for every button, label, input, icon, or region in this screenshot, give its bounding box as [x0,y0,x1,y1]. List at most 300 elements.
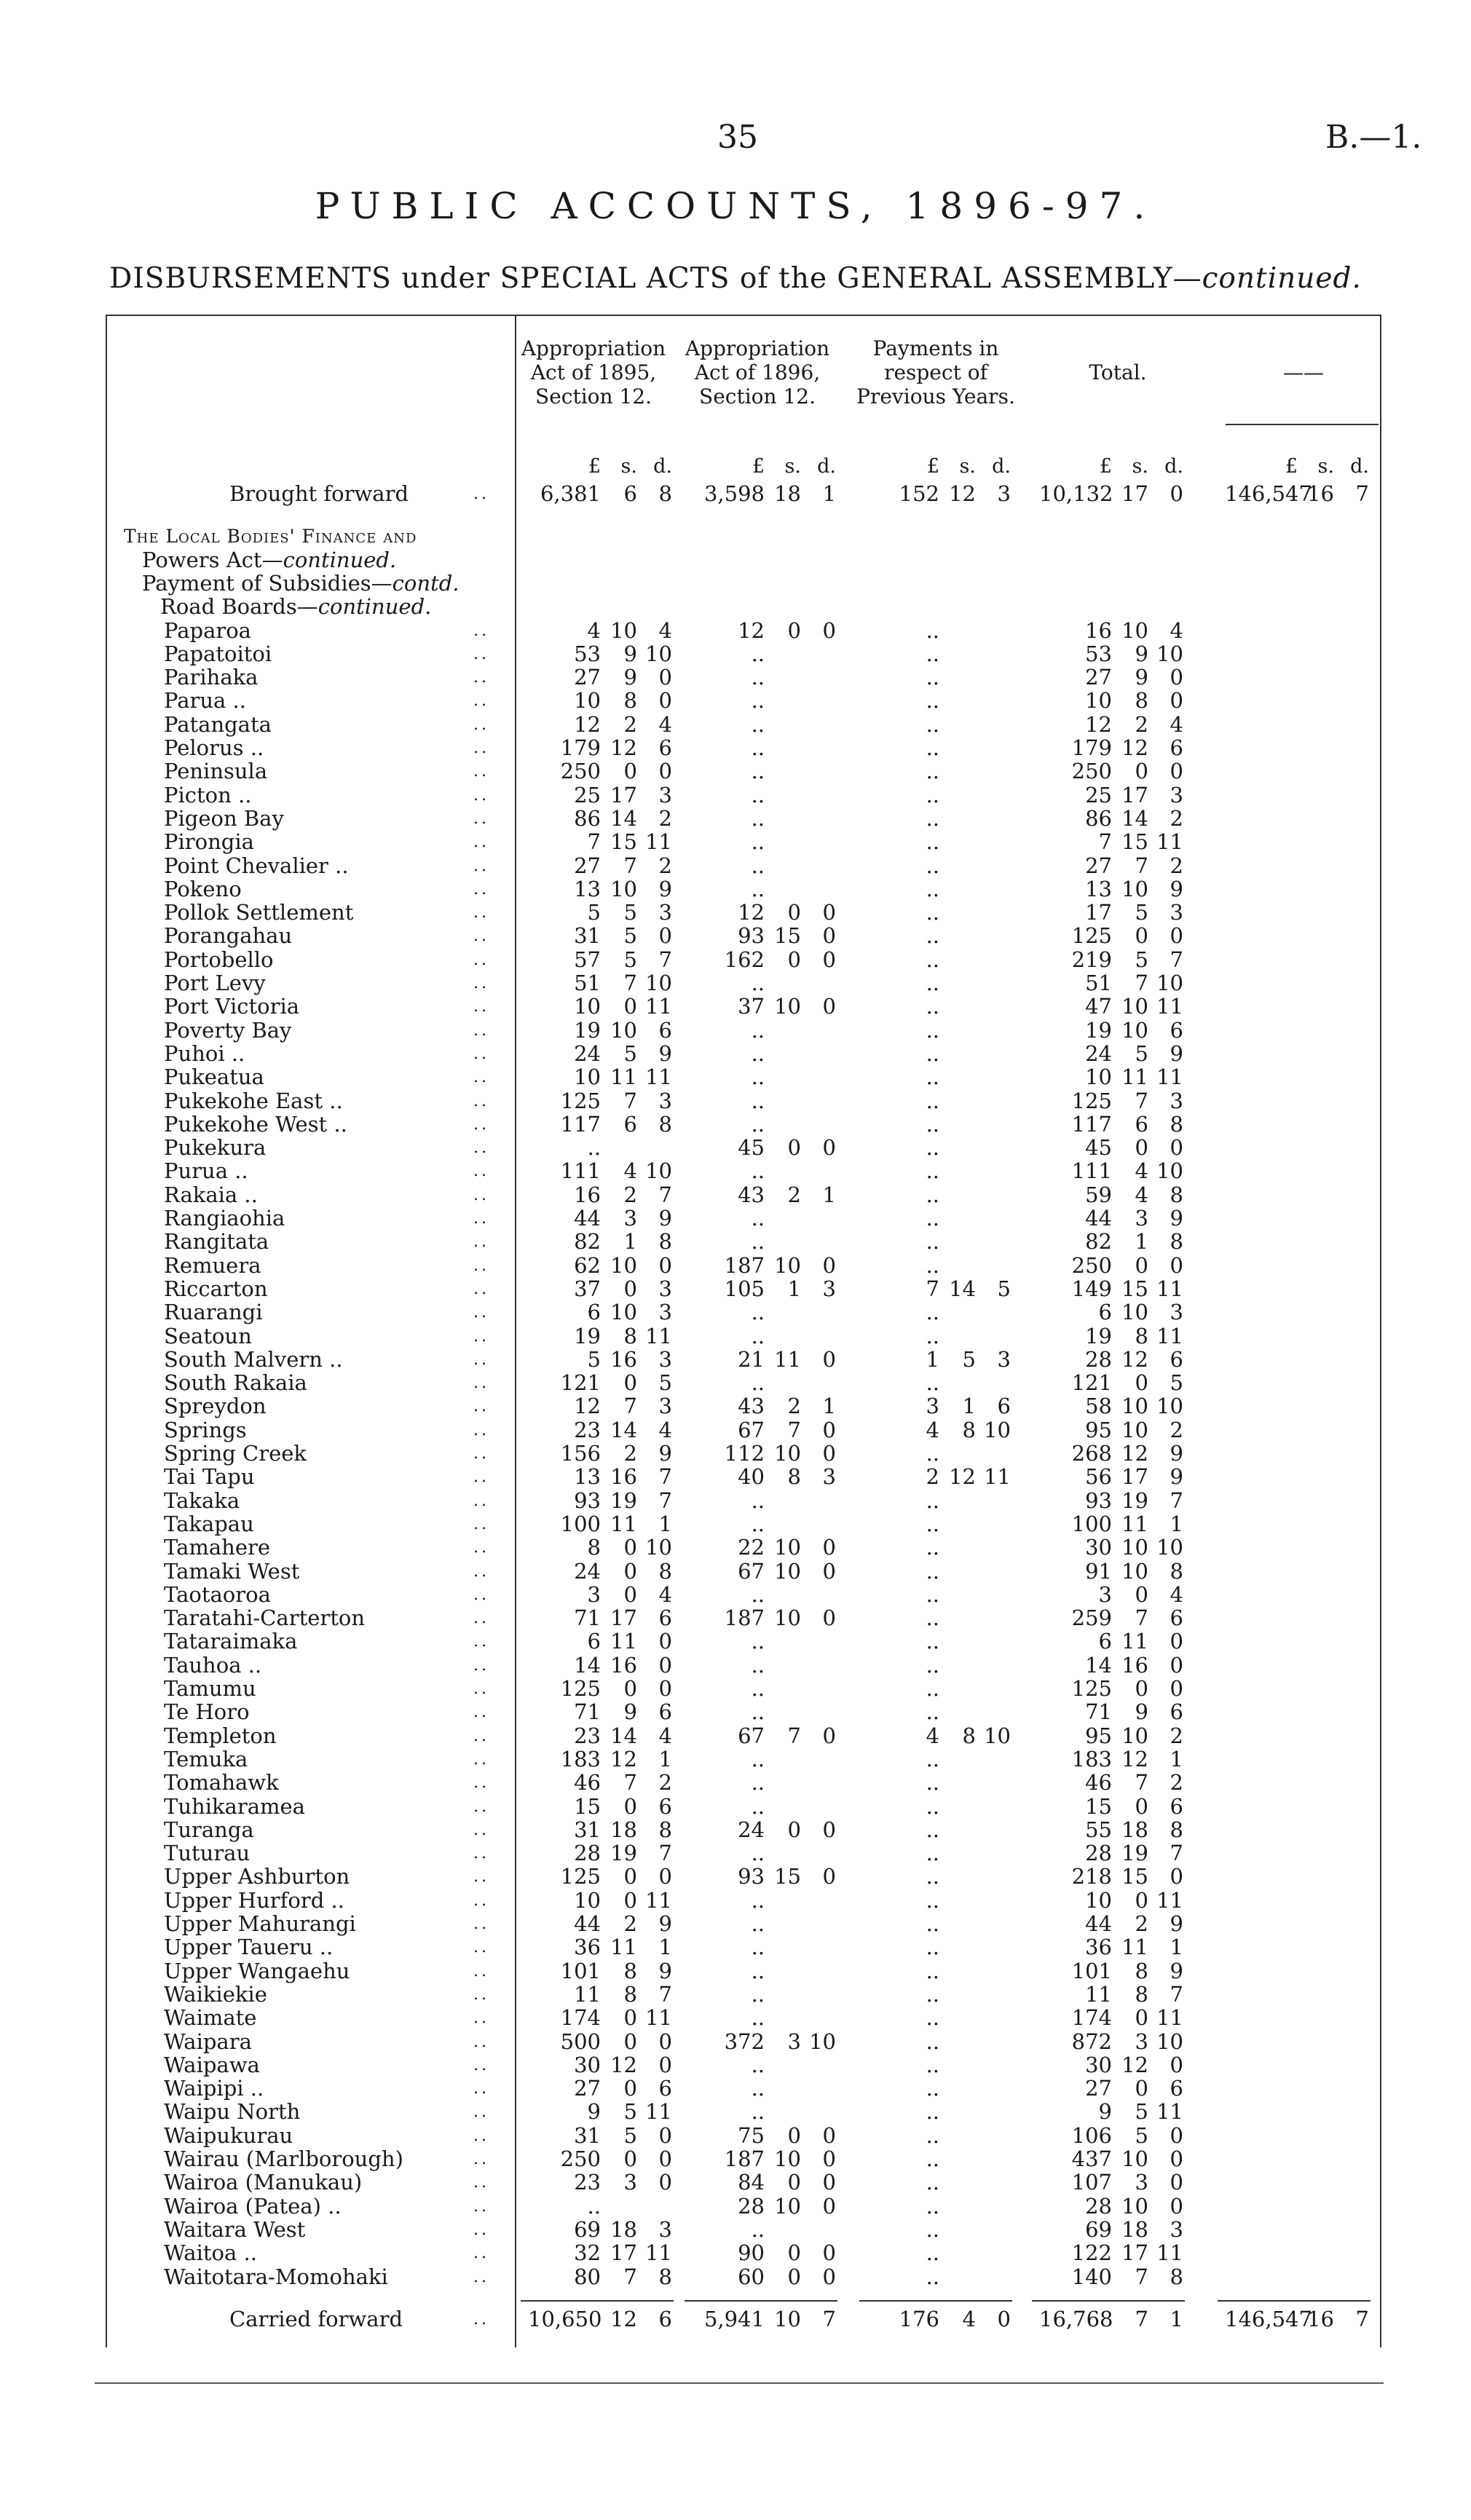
road-board-name: Pirongia [164,829,254,855]
road-board-name: South Malvern .. [164,1346,343,1372]
table-row [106,2077,1381,2101]
table-row [106,1277,1381,1301]
pence: 3 [658,1088,672,1113]
pence: 9 [658,876,672,901]
c2-amount [692,830,765,854]
road-board-name: Rakaia .. [164,1182,258,1207]
table-row [106,1841,1381,1865]
empty-marker: .. [926,1441,939,1466]
pounds: 28 [1085,1841,1112,1866]
pence: 3 [997,1346,1011,1372]
pence: 6 [1170,735,1183,760]
c4-amount [1039,2195,1183,2219]
shillings: 10 [1121,1558,1148,1584]
pence: 7 [822,2306,836,2331]
c1-amount [528,807,672,831]
c4-amount [1039,830,1183,854]
shillings: 10 [610,1300,637,1325]
pence: 7 [1170,1488,1183,1513]
unit-pence: d. [1164,455,1183,478]
table-row [106,2124,1381,2148]
road-board-name: Pukekura [164,1135,267,1161]
c2-amount [692,1700,765,1724]
road-board-name: Waitara West [164,2216,306,2242]
c1-amount [528,2030,672,2054]
pounds: 14 [574,1652,601,1678]
c4-amount [1039,995,1183,1019]
empty-marker: .. [926,2029,939,2054]
pounds: 31 [574,923,601,949]
c2-amount [692,1113,765,1137]
shillings: 10 [1121,876,1148,901]
unit-pound: £ [1285,455,1298,478]
c2-amount [692,1512,765,1536]
c1-amount [528,1465,672,1489]
pence: 3 [1170,2216,1183,2242]
c2-amount [692,783,765,807]
leader-dots: .. [473,1609,489,1628]
pounds: 1 [926,1346,939,1372]
table-row [106,807,1381,831]
c1-amount [528,1606,672,1630]
shillings: 0 [623,1558,637,1584]
empty-marker: .. [926,735,939,760]
shillings: 17 [610,782,637,807]
c4-amount [1039,2241,1183,2265]
road-board-name: Waipukurau [164,2122,293,2148]
road-board-name: Waipawa [164,2052,260,2077]
c3-amount [867,482,1011,506]
pounds: 13 [574,1464,601,1490]
empty-marker: .. [751,1206,765,1231]
table-row [106,1512,1381,1536]
shillings: 0 [787,2264,801,2289]
shillings: 10 [774,2193,801,2219]
shillings: 0 [787,2170,801,2195]
leader-dots: .. [473,1139,489,1158]
pence: 7 [658,1488,672,1513]
pence: 2 [658,853,672,878]
c1-amount [528,1912,672,1936]
pounds: 146,547 [1225,2306,1312,2331]
pence: 0 [1170,1135,1183,1161]
c4-amount [1039,1019,1183,1043]
road-board-name: Purua .. [164,1158,248,1184]
shillings: 0 [1135,1370,1148,1396]
c1-amount [528,2195,601,2219]
c1-amount [528,1700,672,1724]
c4-amount [1039,1089,1183,1113]
c3-amount [867,1818,939,1842]
shillings: 4 [962,2306,976,2331]
empty-marker: .. [751,665,765,690]
table-row [106,1113,1381,1137]
c2-amount [692,619,836,643]
pounds: 3 [587,1581,601,1607]
pence: 9 [1170,1464,1183,1490]
c5-amount [1225,2307,1369,2331]
c1-amount [528,1983,672,2007]
col1-header-line: Appropriation [521,336,666,360]
road-board-name: Tamumu [164,1676,256,1701]
table-row [106,1889,1381,1913]
c2-amount [692,713,765,737]
col3-header-line: Payments in [872,336,999,360]
pence: 11 [645,2005,672,2031]
pounds: 250 [560,2146,601,2171]
c3-amount [867,713,939,737]
c3-amount [867,1394,1011,1418]
shillings: 0 [623,1793,637,1819]
c2-amount [692,482,836,506]
empty-marker: .. [751,2076,765,2101]
shillings: 0 [787,1817,801,1842]
c2-amount [692,1042,765,1066]
pounds: 91 [1085,1558,1112,1584]
shillings: 8 [962,1417,976,1442]
shillings: 7 [623,971,637,995]
c2-amount [692,2241,836,2265]
shillings: 7 [1135,1770,1148,1796]
pence: 4 [658,711,672,737]
c3-amount [867,1865,939,1889]
pence: 9 [658,1040,672,1066]
pence: 0 [1170,759,1183,784]
pounds: 111 [560,1158,601,1184]
unit-pence: d. [817,455,836,478]
road-board-name: Patangata [164,711,272,737]
c1-amount [528,1795,672,1819]
pounds: 3 [926,1394,939,1419]
pence: 10 [1156,1158,1183,1184]
col4-header-line: Total. [1089,360,1147,384]
pounds: 44 [574,1206,601,1231]
c3-amount [867,830,939,854]
shillings: 10 [1121,1417,1148,1442]
pounds: 101 [560,1958,601,1983]
pounds: 23 [574,1417,601,1442]
shillings: 12 [1121,1746,1148,1771]
leader-dots: .. [473,833,489,852]
pounds: 90 [738,2240,765,2266]
c2-amount [692,1371,765,1395]
pence: 0 [822,1441,836,1466]
shillings: 18 [610,1817,637,1842]
c4-amount [1039,2124,1183,2148]
c3-amount [867,1795,939,1819]
c1-amount [528,1654,672,1678]
pounds: 86 [1085,805,1112,831]
shillings: 10 [1121,617,1148,643]
pounds: 12 [574,1394,601,1419]
pence: 0 [1170,1652,1183,1678]
c3-amount [867,901,939,925]
c2-amount [692,877,765,901]
c1-amount [528,1277,672,1301]
leader-dots: .. [473,927,489,946]
pence: 4 [658,617,672,643]
shillings: 12 [610,2306,637,2331]
pence: 11 [1156,1276,1183,1301]
shillings: 5 [962,1346,976,1372]
road-board-name: Tuturau [164,1841,251,1866]
shillings: 0 [787,900,801,925]
shillings: 10 [774,1558,801,1584]
c1-amount [528,1230,672,1254]
road-board-name: Tamaki West [164,1558,300,1584]
pounds: 27 [1085,853,1112,878]
pounds: 31 [574,1817,601,1842]
empty-marker: .. [926,2005,939,2031]
pounds: 44 [574,1911,601,1936]
c1-amount [528,948,672,972]
pence: 10 [809,2029,836,2054]
c3-amount [867,2147,939,2171]
shillings: 17 [1121,1464,1148,1490]
pence: 9 [1170,1958,1183,1983]
empty-marker: .. [751,1770,765,1796]
c3-amount [867,2100,939,2124]
pence: 3 [997,481,1011,506]
table-row [106,1183,1381,1207]
leader-dots: .. [473,2150,489,2168]
pounds: 71 [574,1699,601,1725]
road-board-name: Wairoa (Patea) .. [164,2193,342,2219]
shillings: 0 [1135,2076,1148,2101]
c2-amount [692,2147,836,2171]
road-board-name: Waipara [164,2029,252,2054]
leader-dots: .. [473,1985,489,2004]
c2-amount [692,854,765,878]
leader-dots: .. [473,1091,489,1110]
shillings: 8 [787,1464,801,1490]
act-heading-line2 [142,548,396,572]
pence: 8 [1170,1229,1183,1255]
leader-dots: .. [473,1915,489,1933]
pence: 4 [658,1417,672,1442]
road-board-name: Taratahi-Carterton [164,1605,366,1631]
pounds: 437 [1071,2146,1112,2171]
road-board-name: Temuka [164,1746,248,1771]
c1-amount [528,665,672,690]
pence: 11 [645,1323,672,1348]
shillings: 15 [1121,1276,1148,1301]
c3-amount [867,1089,939,1113]
c4-amount [1039,1677,1183,1701]
pence: 1 [1170,1511,1183,1536]
pounds: 111 [1071,1158,1112,1184]
c3-amount [867,1019,939,1043]
pence: 9 [1170,876,1183,901]
empty-marker: .. [751,688,765,714]
pounds: 13 [1085,876,1112,901]
col5-header-line: —— [1283,360,1324,384]
shillings: 0 [623,1676,637,1701]
pence: 3 [1170,900,1183,925]
pence: 0 [658,1652,672,1678]
c1-amount [528,1300,672,1324]
unit-pence: d. [992,455,1011,478]
shillings: 8 [1135,1958,1148,1983]
pounds: 268 [1071,1441,1112,1466]
shillings: 2 [623,1182,637,1207]
pounds: 259 [1071,1605,1112,1631]
pence: 7 [1355,481,1369,506]
pounds: 30 [1085,1535,1112,1560]
pence: 9 [1170,1206,1183,1231]
c3-amount [867,1747,939,1771]
empty-marker: .. [926,617,939,643]
pounds: 10 [574,688,601,714]
empty-marker: .. [926,2099,939,2125]
pence: 6 [658,1605,672,1631]
act-heading-line2-cont: continued. [283,547,397,572]
pounds: 7 [587,829,601,855]
col1-header-line: Section 12. [535,384,652,408]
c1-amount [528,2124,672,2148]
pence: 4 [1170,617,1183,643]
pounds: 117 [560,1111,601,1137]
col2-header-line: Appropriation [685,336,830,360]
shillings: 3 [787,2029,801,2054]
pounds: 51 [1085,971,1112,995]
section-heading-subsidies [106,572,1381,596]
shillings: 11 [1121,1629,1148,1654]
pounds: 125 [560,1676,601,1701]
pence: 0 [658,1676,672,1701]
empty-marker: .. [751,1935,765,1960]
c3-amount [867,1536,939,1560]
empty-marker: .. [926,1182,939,1207]
c3-amount [867,689,939,713]
c3-total-rule [859,2300,1012,2302]
pounds: 218 [1071,1864,1112,1889]
pounds: 10 [1085,1065,1112,1090]
pounds: 32 [574,2240,601,2266]
c4-amount [1039,948,1183,972]
table-row [106,1230,1381,1254]
pence: 1 [822,1394,836,1419]
shillings: 7 [623,1770,637,1796]
shillings: 12 [949,1464,976,1490]
empty-marker: .. [751,829,765,855]
leader-dots: .. [473,1468,489,1487]
shillings: 9 [623,665,637,690]
c4-amount [1039,1183,1183,1207]
pounds: 24 [574,1558,601,1584]
shillings: 10 [774,2146,801,2171]
empty-marker: .. [926,1817,939,1842]
c1-amount [528,1371,672,1395]
pence: 11 [1156,1065,1183,1090]
leader-dots: .. [473,1068,489,1087]
pence: 3 [658,782,672,807]
pence: 11 [645,2240,672,2266]
pence: 8 [658,2264,672,2289]
pounds: 117 [1071,1111,1112,1137]
shillings: 16 [1121,1652,1148,1678]
c4-amount [1039,783,1183,807]
leader-dots: .. [473,1162,489,1181]
c1-amount [528,642,672,666]
c4-amount [1039,854,1183,878]
table-top-rule [106,315,1381,316]
pence: 9 [658,1206,672,1231]
empty-marker: .. [926,1111,939,1137]
pounds: 112 [724,1441,765,1466]
c5-amount [1225,482,1369,506]
leader-dots: .. [473,1774,489,1793]
pounds: 28 [1085,2193,1112,2219]
shillings: 0 [1135,759,1148,784]
c4-amount [1039,2077,1183,2101]
pounds: 36 [574,1935,601,1960]
c2-amount [692,689,765,713]
c2-amount [692,1583,765,1607]
empty-marker: .. [926,1323,939,1348]
pence: 0 [822,2170,836,2195]
leader-dots: .. [473,2220,489,2239]
shillings: 1 [1135,1229,1148,1255]
c4-total-rule [1032,2300,1185,2302]
pounds: 84 [738,2170,765,2195]
c2-amount [692,1654,765,1678]
c3-amount [867,1254,939,1278]
shillings: 10 [610,617,637,643]
c4-amount [1039,1771,1183,1795]
c2-amount [692,1935,765,1959]
c2-amount [692,1536,836,1560]
c4-amount [1039,1324,1183,1348]
table-row [106,1700,1381,1724]
pence: 11 [1156,829,1183,855]
pounds: 53 [574,641,601,666]
leader-dots: .. [473,692,489,711]
empty-marker: .. [926,1558,939,1584]
table-row [106,1583,1381,1607]
pence: 8 [1170,1558,1183,1584]
road-board-name: Spreydon [164,1394,267,1419]
pence: 6 [658,1017,672,1043]
c4-amount [1039,1254,1183,1278]
shillings: 8 [623,1958,637,1983]
c4-amount [1039,877,1183,901]
pounds: 28 [738,2193,765,2219]
c3-amount [867,1277,1011,1301]
pence: 0 [822,923,836,949]
pounds: 53 [1085,641,1112,666]
pounds: 25 [1085,782,1112,807]
c3-amount [867,948,939,972]
empty-marker: .. [926,1676,939,1701]
c3-amount [867,1489,939,1513]
subsidies-heading [142,572,459,596]
c2-amount [692,1300,765,1324]
c3-amount [867,2265,939,2289]
leader-dots: .. [473,1397,489,1416]
shillings: 15 [774,923,801,949]
c3-amount [867,1465,1011,1489]
c1-total-rule [521,2300,674,2302]
road-board-name: Pukeatua [164,1065,264,1090]
table-row [106,713,1381,737]
unit-shilling: s. [784,455,801,478]
road-board-name: Upper Mahurangi [164,1911,356,1936]
c3-units [867,455,1011,478]
pounds: 24 [1085,1040,1112,1066]
shillings: 5 [1135,900,1148,925]
shillings: 15 [610,829,637,855]
